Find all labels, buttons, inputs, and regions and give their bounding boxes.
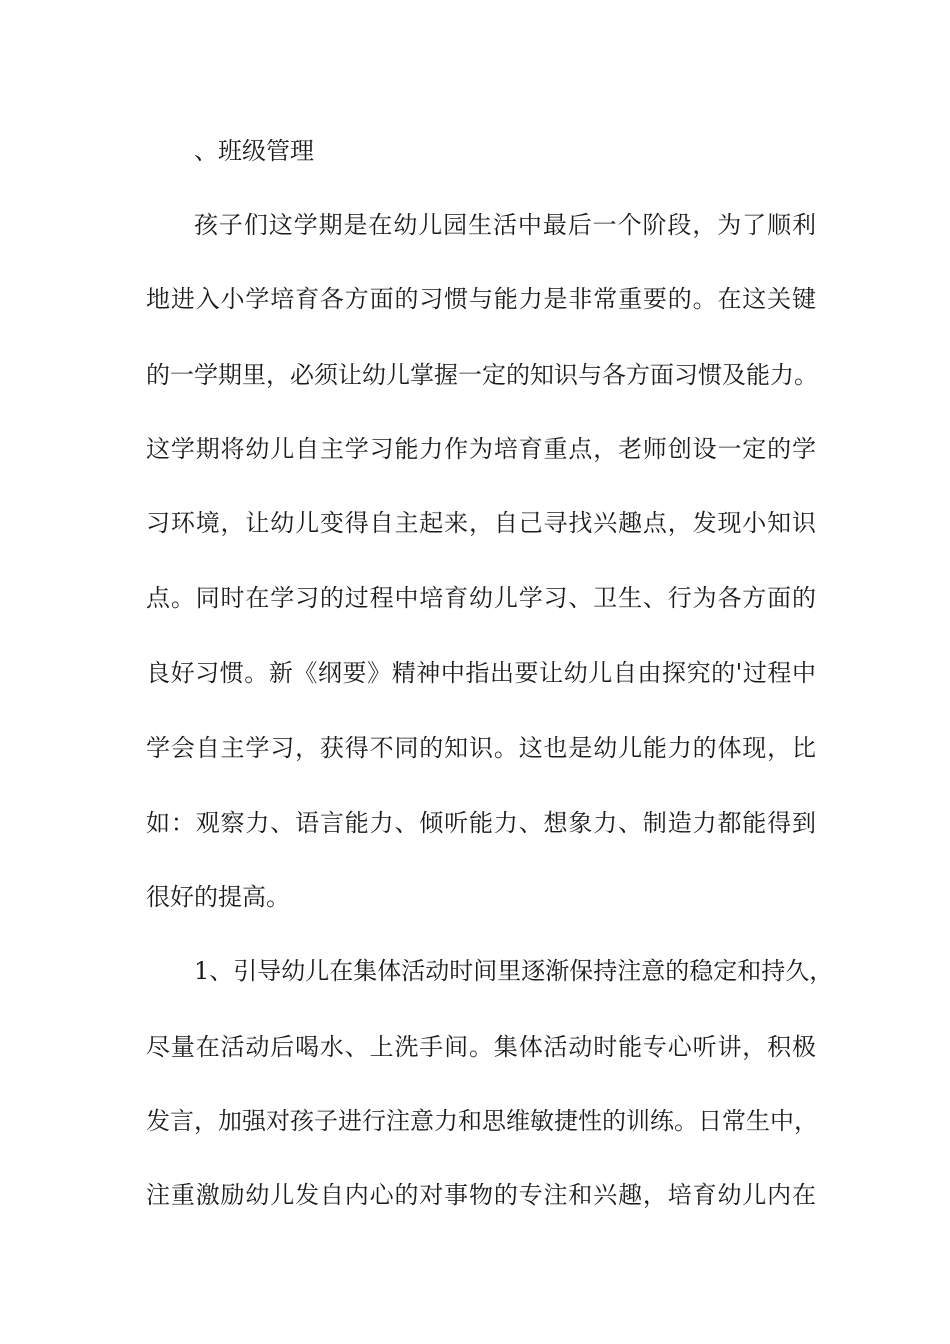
paragraph-line: 发言，加强对孩子进行注意力和思维敏捷性的训练。日常生中， xyxy=(146,1107,818,1135)
paragraph-line: 1、引导幼儿在集体活动时间里逐渐保持注意的稳定和持久， xyxy=(194,957,834,985)
section-heading: 、班级管理 xyxy=(194,137,314,165)
paragraph-line: 注重激励幼儿发自内心的对事物的专注和兴趣，培育幼儿内在 xyxy=(146,1181,816,1209)
paragraph-line: 孩子们这学期是在幼儿园生活中最后一个阶段，为了顺利 xyxy=(194,211,816,239)
paragraph-line: 很好的提高。 xyxy=(146,883,290,911)
paragraph-line: 尽量在活动后喝水、上洗手间。集体活动时能专心听讲，积极 xyxy=(146,1033,816,1061)
paragraph-line: 如：观察力、语言能力、倾听能力、想象力、制造力都能得到 xyxy=(146,809,816,837)
paragraph-line: 学会自主学习，获得不同的知识。这也是幼儿能力的体现，比 xyxy=(146,734,816,762)
paragraph-line: 良好习惯。新《纲要》精神中指出要让幼儿自由探究的'过程中 xyxy=(146,659,816,687)
paragraph-line: 点。同时在学习的过程中培育幼儿学习、卫生、行为各方面的 xyxy=(146,584,816,612)
paragraph-line: 习环境，让幼儿变得自主起来，自己寻找兴趣点，发现小知识 xyxy=(146,509,816,537)
paragraph-line: 的一学期里，必须让幼儿掌握一定的知识与各方面习惯及能力。 xyxy=(146,361,818,389)
paragraph-line: 这学期将幼儿自主学习能力作为培育重点，老师创设一定的学 xyxy=(146,435,816,463)
paragraph-line: 地进入小学培育各方面的习惯与能力是非常重要的。在这关键 xyxy=(146,285,816,313)
